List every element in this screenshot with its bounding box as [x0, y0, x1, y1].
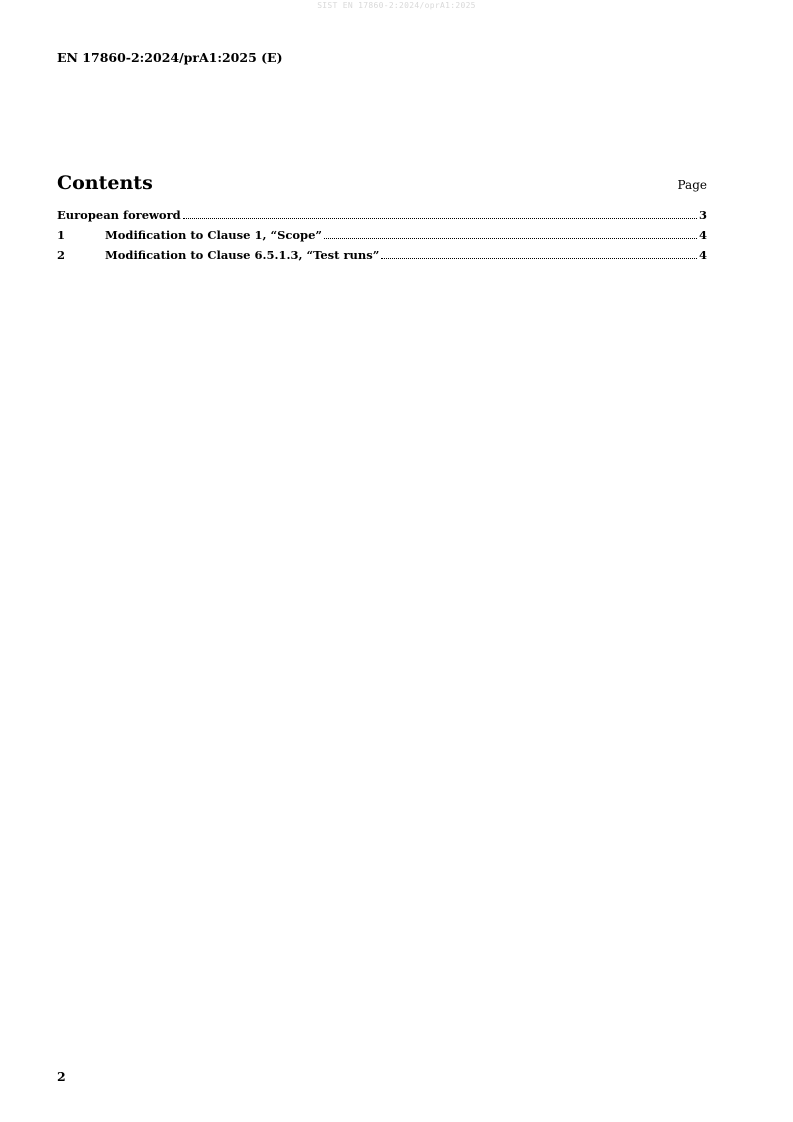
toc-entry-number: 2: [57, 248, 66, 262]
toc-entry-text: Modification to Clause 6.5.1.3, “Test runs”: [105, 248, 380, 262]
document-identifier: EN 17860-2:2024/prA1:2025 (E): [57, 50, 283, 65]
toc-page-column-label: Page: [677, 178, 707, 192]
toc-title: Contents: [57, 172, 153, 194]
toc-entry-european-foreword[interactable]: [57, 208, 707, 223]
toc-entry-number: 1: [57, 228, 66, 242]
toc-entry-clause-2[interactable]: [57, 248, 707, 263]
toc-entry-page: 4: [698, 228, 707, 242]
toc-leader-dots: [324, 237, 697, 239]
toc-entry-page: 3: [698, 208, 707, 222]
toc-entry-page: 4: [698, 248, 707, 262]
toc-leader-dots: [183, 217, 697, 219]
toc-entry-clause-1[interactable]: [57, 228, 707, 243]
page-number: 2: [57, 1069, 66, 1084]
table-of-contents: [57, 172, 707, 268]
toc-entry-text: European foreword: [57, 208, 181, 222]
toc-title-row: [57, 172, 707, 194]
toc-leader-dots: [381, 257, 697, 259]
toc-entry-text: Modification to Clause 1, “Scope”: [105, 228, 323, 242]
watermark: SIST EN 17860-2:2024/oprA1:2025: [317, 1, 476, 10]
